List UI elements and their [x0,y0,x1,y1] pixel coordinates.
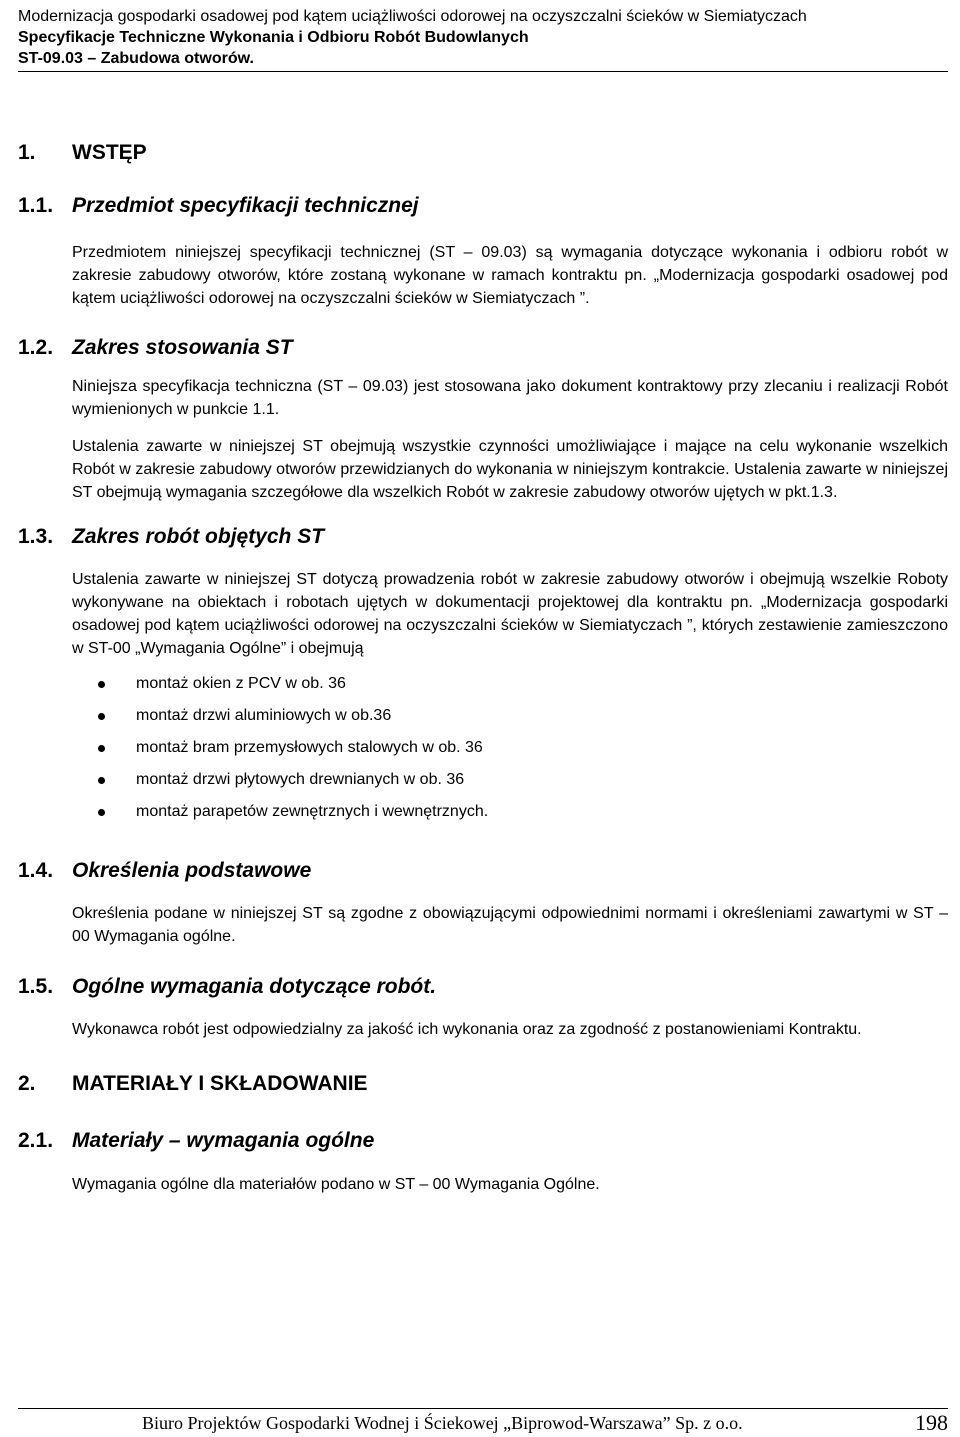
paragraph: Wymagania ogólne dla materiałów podano w ST – 00 Wymagania Ogólne. [72,1176,600,1193]
section-1-5-heading [18,972,948,1002]
section-title: MATERIAŁY I SKŁADOWANIE [72,1072,368,1095]
list-item: montaż okien z PCV w ob. 36 [72,668,948,700]
section-title: Ogólne wymagania dotyczące robót. [72,975,437,998]
list-item: montaż drzwi płytowych drewnianych w ob. 36 [72,764,948,796]
bullet-icon [98,745,105,752]
header-project-title: Modernizacja gospodarki osadowej pod kątem uciążliwości odorowej na oczyszczalni ścieków w Siemiatyczach [18,8,807,25]
list-item: montaż bram przemysłowych stalowych w ob. 36 [72,732,948,764]
bullet-icon [98,713,105,720]
document-body [18,138,948,1196]
section-number: 1.5. [18,975,54,998]
paragraph: Wykonawca robót jest odpowiedzialny za jakość ich wykonania oraz za zgodność z postanowieniami Kontraktu. [72,1021,862,1038]
bullet-icon [98,777,105,784]
section-1-1-heading [18,191,948,221]
bullet-icon [98,809,105,816]
paragraph: Określenia podane w niniejszej ST są zgodne z obowiązującymi odpowiednimi normami i określeniami zawartymi w ST – 00 Wymagania ogólne. [72,905,948,945]
section-title: Materiały – wymagania ogólne [72,1129,375,1152]
footer-organization: Biuro Projektów Gospodarki Wodnej i Ściekowej „Biprowod-Warszawa” Sp. z o.o. [142,1413,743,1433]
page-number: 198 [915,1410,948,1435]
bullet-icon [98,681,105,688]
paragraph: Ustalenia zawarte w niniejszej ST dotyczą prowadzenia robót w zakresie zabudowy otworów i obejmują wszelkie Roboty wykonywane na obiektach i robotach ujętych w dokumentacji projektowej dla kontraktu pn. „Modernizacja gospodarki osadowej pod kątem uciążliwości odorowej na oczyszczalni ścieków w Siemiatyczach ”, których zestawienie zamieszczono w ST-00 „Wymagania Ogólne” i obejmują [72,571,948,657]
scope-list [18,668,948,828]
section-number: 1.1. [18,194,54,217]
section-title: Zakres robót objętych ST [72,525,325,548]
section-2-heading [18,1069,948,1099]
paragraph: Niniejsza specyfikacja techniczna (ST – 09.03) jest stosowana jako dokument kontraktowy przy zlecaniu i realizacji Robót wymienionych w punkcie 1.1. [72,378,948,418]
section-title: Zakres stosowania ST [72,336,293,359]
paragraph: Przedmiotem niniejszej specyfikacji technicznej (ST – 09.03) są wymagania dotyczące wykonania i odbioru robót w zakresie zabudowy otworów, które zostaną wykonane w ramach kontraktu pn. „Modernizacja gospodarki osadowej pod kątem uciążliwości odorowej na oczyszczalni ścieków w Siemiatyczach ”. [72,244,948,307]
section-number: 1.4. [18,859,54,882]
section-number: 1.3. [18,525,54,548]
list-item: montaż parapetów zewnętrznych i wewnętrznych. [72,796,948,828]
section-number: 1.2. [18,336,54,359]
page-footer [18,1408,948,1437]
section-number: 1. [18,141,36,164]
header-spec-title: Specyfikacje Techniczne Wykonania i Odbioru Robót Budowlanych [18,29,529,46]
paragraph: Ustalenia zawarte w niniejszej ST obejmują wszystkie czynności umożliwiające i mające na celu wykonanie wszelkich Robót w zakresie zabudowy otworów przewidzianych do wykonania w niniejszym kontrakcie. Ustalenia zawarte w niniejszej ST obejmują wymagania szczegółowe dla wszelkich Robót w zakresie zabudowy otworów ujętych w pkt.1.3. [72,438,948,501]
section-title: Określenia podstawowe [72,859,312,882]
section-1-2-heading [18,333,948,363]
section-1-4-heading [18,856,948,886]
list-item: montaż drzwi aluminiowych w ob.36 [72,700,948,732]
section-number: 2. [18,1072,36,1095]
section-number: 2.1. [18,1129,54,1152]
section-1-3-heading [18,522,948,552]
section-2-1-heading [18,1126,948,1156]
page-header [18,6,948,72]
section-1-heading [18,138,948,168]
section-title: Przedmiot specyfikacji technicznej [72,194,419,217]
header-section-code: ST-09.03 – Zabudowa otworów. [18,50,254,67]
section-title: WSTĘP [72,141,147,164]
